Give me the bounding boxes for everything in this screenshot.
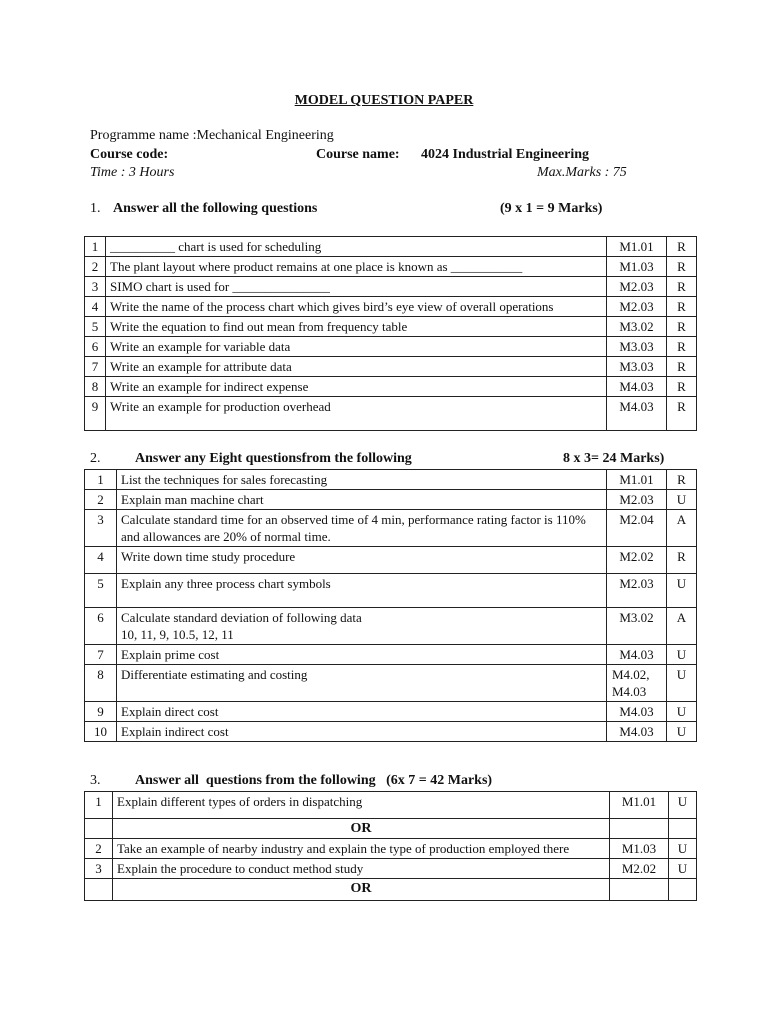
level-code: R xyxy=(667,357,697,377)
level-code: U xyxy=(669,859,697,879)
empty-cell xyxy=(85,879,113,901)
programme-name: Programme name :Mechanical Engineering xyxy=(90,128,334,143)
module-code: M4.03 xyxy=(607,397,667,431)
level-code: R xyxy=(667,317,697,337)
level-code: R xyxy=(667,377,697,397)
question-number: 4 xyxy=(85,297,106,317)
level-code: U xyxy=(669,792,697,819)
empty-cell xyxy=(610,819,669,839)
question-number: 2 xyxy=(85,490,117,510)
section3-heading: Answer all questions from the following (6x 7 = 42 Marks) xyxy=(135,773,493,788)
question-text: Explain prime cost xyxy=(117,645,607,665)
module-code: M3.02 xyxy=(607,317,667,337)
course-name-label: Course name: xyxy=(316,147,400,162)
question-number: 9 xyxy=(85,397,106,431)
module-code: M2.03 xyxy=(607,297,667,317)
table-row xyxy=(85,357,697,377)
table-row xyxy=(85,397,697,431)
level-code: R xyxy=(667,257,697,277)
table-row xyxy=(85,665,697,702)
module-code: M2.04 xyxy=(607,510,667,547)
question-text: Differentiate estimating and costing xyxy=(117,665,607,702)
question-number: 6 xyxy=(85,337,106,357)
level-code: U xyxy=(667,702,697,722)
module-code: M2.02 xyxy=(607,547,667,574)
section1-table xyxy=(84,236,697,431)
question-number: 4 xyxy=(85,547,117,574)
module-code: M2.03 xyxy=(607,574,667,608)
section3-table xyxy=(84,791,697,901)
question-number: 1 xyxy=(85,237,106,257)
page-title: MODEL QUESTION PAPER xyxy=(294,93,474,108)
table-row xyxy=(85,237,697,257)
section3-number: 3. xyxy=(90,773,101,788)
question-number: 3 xyxy=(85,510,117,547)
level-code: R xyxy=(667,297,697,317)
question-text: Explain direct cost xyxy=(117,702,607,722)
table-row xyxy=(85,722,697,742)
question-number: 2 xyxy=(85,257,106,277)
table-row xyxy=(85,377,697,397)
question-text: Write down time study procedure xyxy=(117,547,607,574)
table-row xyxy=(85,547,697,574)
course-name-value: 4024 Industrial Engineering xyxy=(421,147,590,162)
question-number: 1 xyxy=(85,792,113,819)
table-row xyxy=(85,645,697,665)
question-text: __________ chart is used for scheduling xyxy=(106,237,607,257)
question-number: 2 xyxy=(85,839,113,859)
module-code: M4.03 xyxy=(607,377,667,397)
level-code: U xyxy=(667,574,697,608)
question-number: 8 xyxy=(85,665,117,702)
table-row xyxy=(85,297,697,317)
question-number: 5 xyxy=(85,574,117,608)
question-text xyxy=(117,608,607,645)
module-code: M4.03 xyxy=(607,722,667,742)
question-text: Calculate standard time for an observed time of 4 min, performance rating factor is 110% and allowances are 20% of normal time. xyxy=(117,510,607,547)
question-text: Write an example for attribute data xyxy=(106,357,607,377)
level-code: R xyxy=(667,337,697,357)
question-number: 5 xyxy=(85,317,106,337)
table-row xyxy=(85,470,697,490)
level-code: A xyxy=(667,608,697,645)
module-code: M4.03 xyxy=(607,645,667,665)
level-code: R xyxy=(667,547,697,574)
level-code: U xyxy=(667,490,697,510)
module-code: M2.03 xyxy=(607,277,667,297)
table-row xyxy=(85,839,697,859)
question-text: Write an example for indirect expense xyxy=(106,377,607,397)
level-code: R xyxy=(667,237,697,257)
table-row xyxy=(85,608,697,645)
question-number: 9 xyxy=(85,702,117,722)
module-code-line: M4.03 xyxy=(612,684,647,699)
table-row xyxy=(85,490,697,510)
table-row xyxy=(85,317,697,337)
level-code: U xyxy=(667,665,697,702)
module-code-line: M4.02, xyxy=(612,667,650,682)
level-code: U xyxy=(667,722,697,742)
question-text: Explain the procedure to conduct method study xyxy=(113,859,610,879)
level-code: R xyxy=(667,470,697,490)
table-row xyxy=(85,859,697,879)
time-allowed: Time : 3 Hours xyxy=(90,165,175,180)
or-label: OR xyxy=(113,819,610,839)
level-code: U xyxy=(669,839,697,859)
or-label: OR xyxy=(113,879,610,901)
question-text: Write the equation to find out mean from frequency table xyxy=(106,317,607,337)
question-number: 10 xyxy=(85,722,117,742)
table-row xyxy=(85,792,697,819)
question-number: 3 xyxy=(85,859,113,879)
question-number: 7 xyxy=(85,357,106,377)
empty-cell xyxy=(610,879,669,901)
or-row xyxy=(85,879,697,901)
question-text: Write an example for production overhead xyxy=(106,397,607,431)
section1-number: 1. xyxy=(90,201,101,216)
section2-table xyxy=(84,469,697,742)
question-text: List the techniques for sales forecasting xyxy=(117,470,607,490)
question-line: Calculate standard deviation of following data xyxy=(121,610,362,625)
course-code-label: Course code: xyxy=(90,147,169,162)
module-code: M1.01 xyxy=(607,237,667,257)
level-code: A xyxy=(667,510,697,547)
question-text: Explain man machine chart xyxy=(117,490,607,510)
section2-marks: 8 x 3= 24 Marks) xyxy=(563,451,665,466)
section1-marks: (9 x 1 = 9 Marks) xyxy=(500,201,603,216)
module-code: M1.01 xyxy=(610,792,669,819)
question-text: Write the name of the process chart which gives bird’s eye view of overall operations xyxy=(106,297,607,317)
module-code: M3.03 xyxy=(607,337,667,357)
empty-cell xyxy=(669,819,697,839)
table-row xyxy=(85,337,697,357)
question-text: SIMO chart is used for _______________ xyxy=(106,277,607,297)
table-row xyxy=(85,702,697,722)
question-number: 1 xyxy=(85,470,117,490)
level-code: R xyxy=(667,277,697,297)
level-code: R xyxy=(667,397,697,431)
module-code: M1.01 xyxy=(607,470,667,490)
question-text: Explain different types of orders in dispatching xyxy=(113,792,610,819)
question-number: 3 xyxy=(85,277,106,297)
module-code: M2.03 xyxy=(607,490,667,510)
module-code: M3.03 xyxy=(607,357,667,377)
max-marks: Max.Marks : 75 xyxy=(537,165,627,180)
table-row xyxy=(85,574,697,608)
empty-cell xyxy=(85,819,113,839)
module-code: M1.03 xyxy=(607,257,667,277)
table-row xyxy=(85,257,697,277)
empty-cell xyxy=(669,879,697,901)
question-number: 6 xyxy=(85,608,117,645)
or-row xyxy=(85,819,697,839)
module-code: M4.03 xyxy=(607,702,667,722)
question-text: The plant layout where product remains at one place is known as ___________ xyxy=(106,257,607,277)
module-code: M1.03 xyxy=(610,839,669,859)
module-code xyxy=(607,665,667,702)
question-data-line: 10, 11, 9, 10.5, 12, 11 xyxy=(121,627,234,642)
question-number: 7 xyxy=(85,645,117,665)
question-text: Take an example of nearby industry and explain the type of production employed there xyxy=(113,839,610,859)
question-text: Explain any three process chart symbols xyxy=(117,574,607,608)
table-row xyxy=(85,277,697,297)
module-code: M3.02 xyxy=(607,608,667,645)
module-code: M2.02 xyxy=(610,859,669,879)
section2-heading: Answer any Eight questionsfrom the following xyxy=(135,451,412,466)
section1-heading: Answer all the following questions xyxy=(113,201,318,216)
question-number: 8 xyxy=(85,377,106,397)
table-row xyxy=(85,510,697,547)
section2-number: 2. xyxy=(90,451,101,466)
question-text: Explain indirect cost xyxy=(117,722,607,742)
level-code: U xyxy=(667,645,697,665)
question-text: Write an example for variable data xyxy=(106,337,607,357)
